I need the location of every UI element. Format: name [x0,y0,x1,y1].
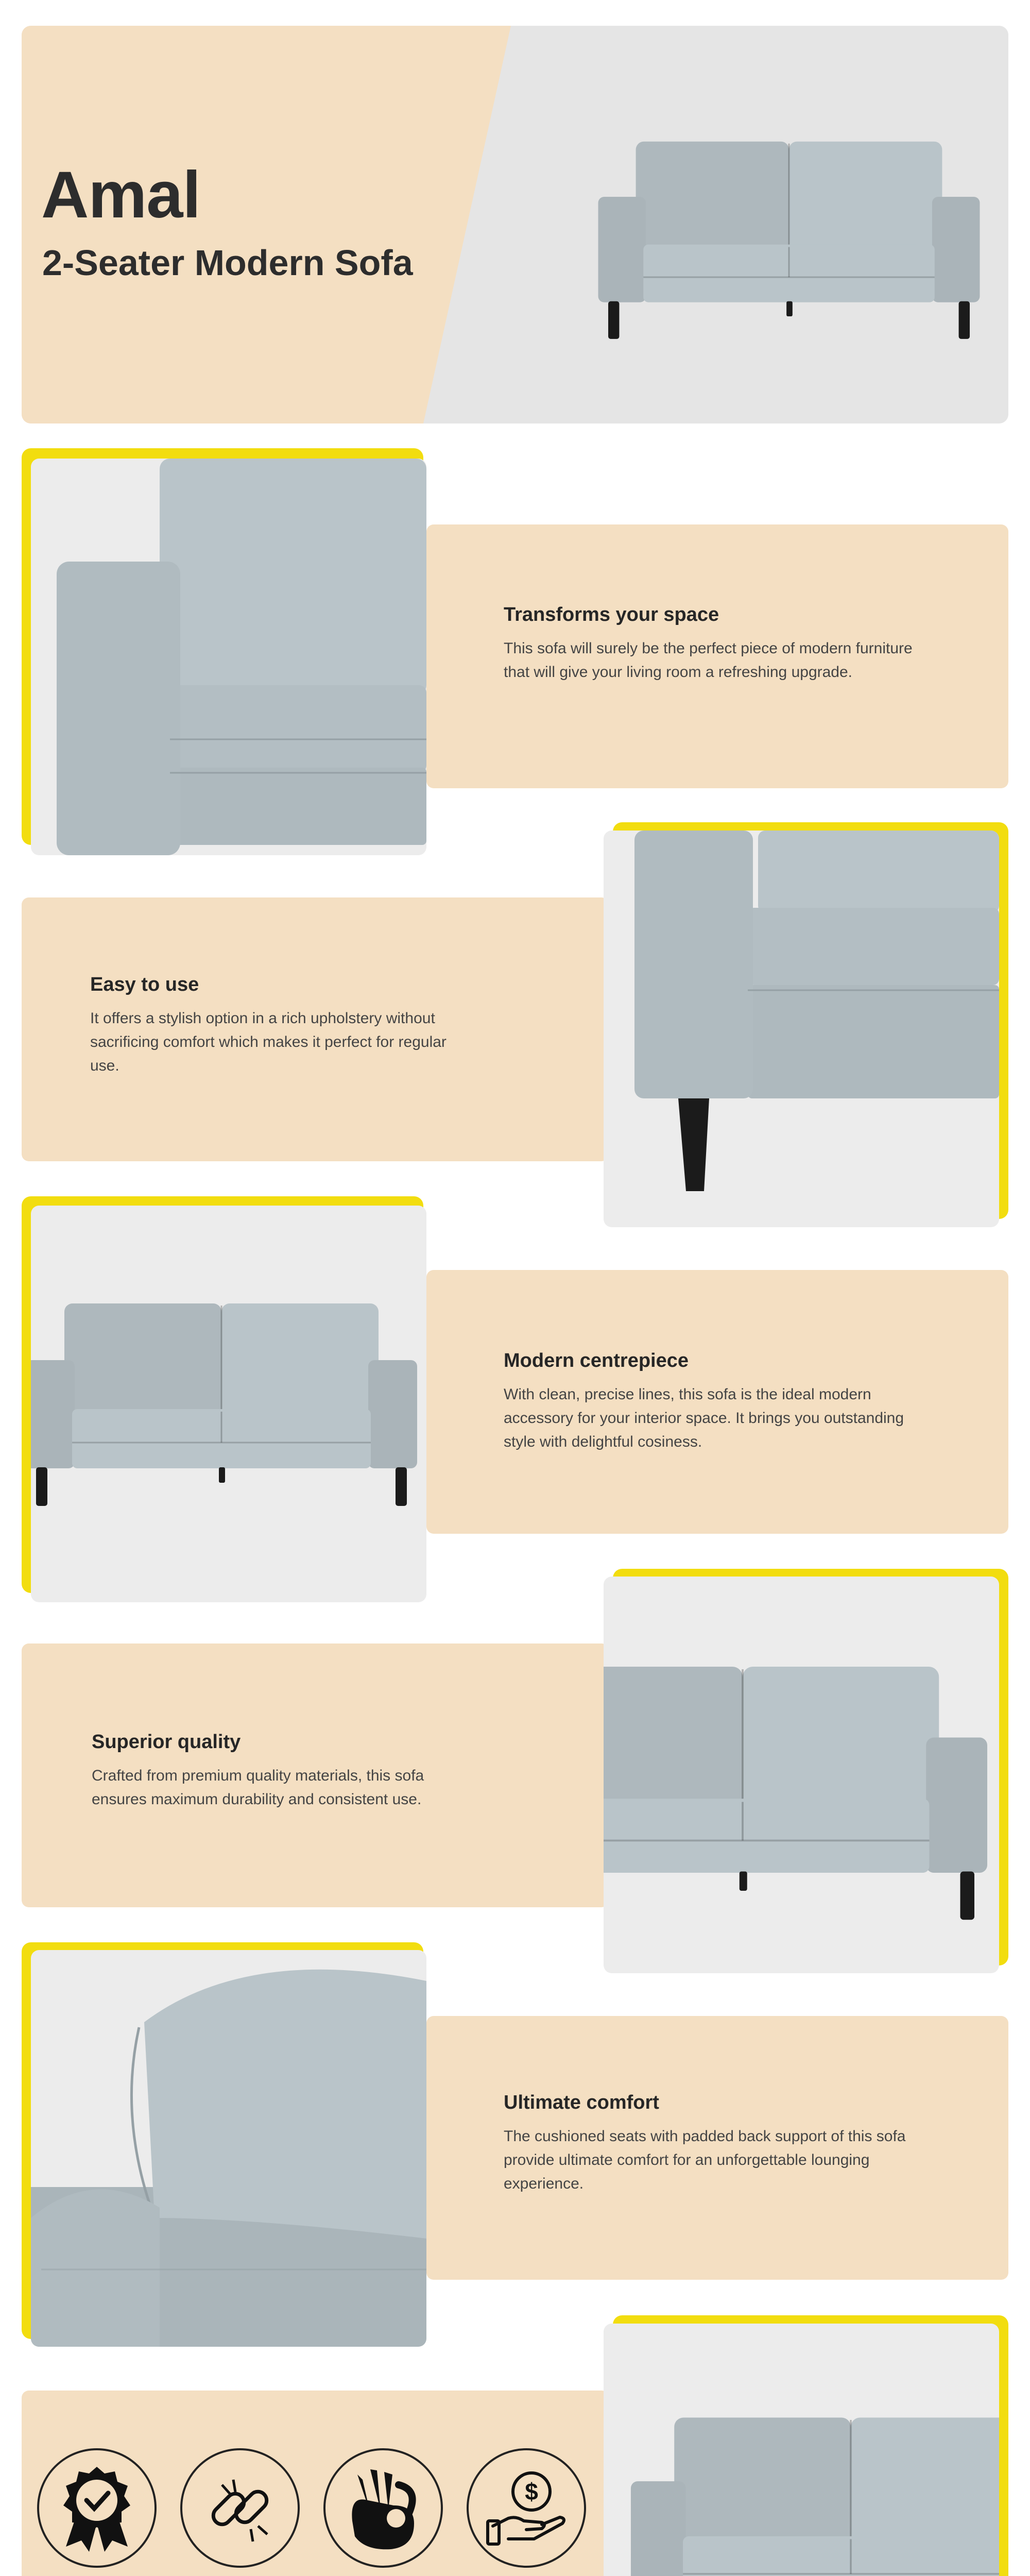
feature-3-body: With clean, precise lines, this sofa is the ideal modern accessory for your interior space. It brings you outstanding style with delightful cosiness. [504,1386,904,1450]
feature-2-title: Easy to use [90,974,199,995]
chain-link-icon [201,2469,279,2547]
sofa-cushion-closeup [31,1950,426,2347]
badge-ring [467,2448,586,2568]
sofa-front-view [31,1293,426,1510]
badge-stylish-design [323,2448,443,2576]
sofa-angle-view [619,2406,999,2576]
badge-ring [180,2448,300,2568]
hero-banner [22,26,1008,423]
feature-3-image [31,1206,426,1602]
ok-hand-icon [342,2464,424,2552]
badge-superior-quality [37,2448,157,2576]
badge-great-value [467,2448,586,2576]
feature-5-title: Ultimate comfort [504,2092,659,2113]
badge-ring [323,2448,443,2568]
sofa-leg-closeup [604,831,999,1227]
feature-4-body: Crafted from premium quality materials, this sofa ensures maximum durability and consistent use. [92,1767,424,1808]
badge-durable [180,2448,300,2576]
hero-sofa-image [588,129,990,345]
svg-text:$: $ [525,2478,538,2505]
feature-5-image [31,1950,426,2347]
money-hand-icon [485,2467,568,2549]
feature-4-title: Superior quality [92,1731,241,1753]
feature-2-image [604,831,999,1227]
product-name: Amal [41,158,200,232]
feature-6-image [604,2324,999,2576]
badge-ring [37,2448,157,2568]
feature-1-body: This sofa will surely be the perfect piece of modern furniture that will give your living room a refreshing upgrade. [504,640,913,681]
feature-3-title: Modern centrepiece [504,1350,689,1371]
product-subtitle: 2-Seater Modern Sofa [42,243,413,283]
feature-5-body: The cushioned seats with padded back support of this sofa provide ultimate comfort for an unforgettable lounging experience. [504,2128,906,2192]
feature-2-body: It offers a stylish option in a rich upholstery without sacrificing comfort which makes it perfect for regular use. [90,1010,447,1074]
feature-4-image [604,1577,999,1973]
quality-seal-icon [56,2464,138,2552]
feature-1-title: Transforms your space [504,604,719,625]
sofa-arm-closeup-1 [31,459,426,855]
feature-1-image [31,459,426,855]
sofa-side-view [604,1654,999,1924]
